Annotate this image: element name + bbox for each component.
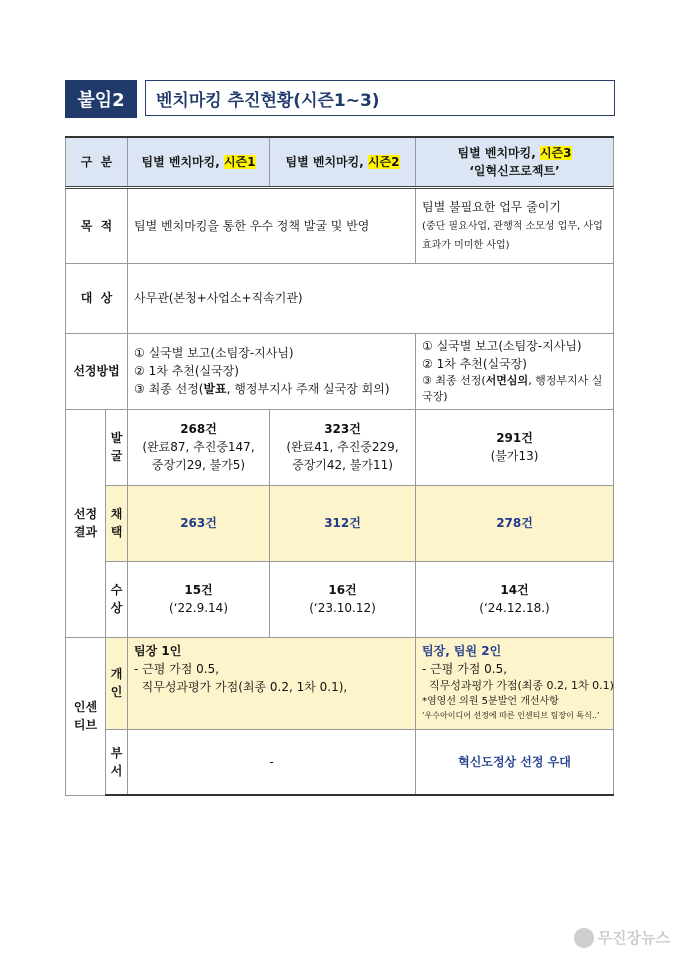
header-season1: 팀별 벤치마킹, 시즌1 <box>128 137 270 187</box>
discover-row <box>66 409 614 485</box>
method-season12: ① 실국별 보고(소팀장-지사님) ② 1차 추천(실국장) ③ 최종 선정(발표, 행정부지사 주재 실국장 회의) <box>128 333 416 409</box>
page-title: 벤치마킹 추진현황(시즌1~3) <box>145 80 615 116</box>
individual-incentive-row <box>66 637 614 729</box>
award-season1: 15건 (‘22.9.14) <box>128 561 270 637</box>
header-row <box>66 137 614 187</box>
purpose-label: 목 적 <box>66 187 128 263</box>
method-season3: ① 실국별 보고(소팀장-지사님) ② 1차 추천(실국장) ③ 최종 선정(서면심의, 행정부지사 실국장) <box>416 333 614 409</box>
incentive-label: 인센 티브 <box>66 637 106 795</box>
department-season3: 혁신도정상 선정 우대 <box>416 729 614 795</box>
target-value: 사무관(본청+사업소+직속기관) <box>128 263 614 333</box>
discover-label: 발 굴 <box>106 409 128 485</box>
department-season12: - <box>128 729 416 795</box>
header-season3: 팀별 벤치마킹, 시즌3 ‘일혁신프로젝트’ <box>416 137 614 187</box>
discover-season1: 268건 (완료87, 추진중147, 중장기29, 불가5) <box>128 409 270 485</box>
purpose-row <box>66 187 614 263</box>
header-gubun: 구 분 <box>66 137 128 187</box>
individual-season12: 팀장 1인 - 근평 가점 0.5, 직무성과평가 가점(최종 0.2, 1차 0.1), <box>128 637 416 729</box>
target-label: 대 상 <box>66 263 128 333</box>
adopt-label: 채 택 <box>106 485 128 561</box>
logo-icon <box>574 928 594 948</box>
individual-season3: 팀장, 팀원 2인 - 근평 가점 0.5, 직무성과평가 가점(최종 0.2, 1차 0.1) *염영선 의원 5분발언 개선사항 ‘우수아이디어 선정에 따른 인센티브 팀장이 독식..’ <box>416 637 614 729</box>
adopt-row <box>66 485 614 561</box>
adopt-season2: 312건 <box>270 485 416 561</box>
method-row <box>66 333 614 409</box>
award-season3: 14건 (‘24.12.18.) <box>416 561 614 637</box>
watermark-logo: 무진장뉴스 <box>574 927 670 948</box>
purpose-season12: 팀별 벤치마킹을 통한 우수 정책 발굴 및 반영 <box>128 187 416 263</box>
purpose-season3: 팀별 불필요한 업무 줄이기 (중단 필요사업, 관행적 소모성 업무, 사업효과가 미미한 사업) <box>416 187 614 263</box>
department-label: 부 서 <box>106 729 128 795</box>
results-label: 선정 결과 <box>66 409 106 637</box>
discover-season3: 291건 (불가13) <box>416 409 614 485</box>
award-label: 수 상 <box>106 561 128 637</box>
attachment-tag: 붙임2 <box>65 80 137 118</box>
award-season2: 16건 (‘23.10.12) <box>270 561 416 637</box>
benchmark-table <box>65 136 614 796</box>
department-incentive-row <box>66 729 614 795</box>
adopt-season3: 278건 <box>416 485 614 561</box>
individual-label: 개 인 <box>106 637 128 729</box>
adopt-season1: 263건 <box>128 485 270 561</box>
target-row <box>66 263 614 333</box>
header-season2: 팀별 벤치마킹, 시즌2 <box>270 137 416 187</box>
discover-season2: 323건 (완료41, 추진중229, 중장기42, 불가11) <box>270 409 416 485</box>
page-heading <box>65 80 615 118</box>
method-label: 선정방법 <box>66 333 128 409</box>
award-row <box>66 561 614 637</box>
